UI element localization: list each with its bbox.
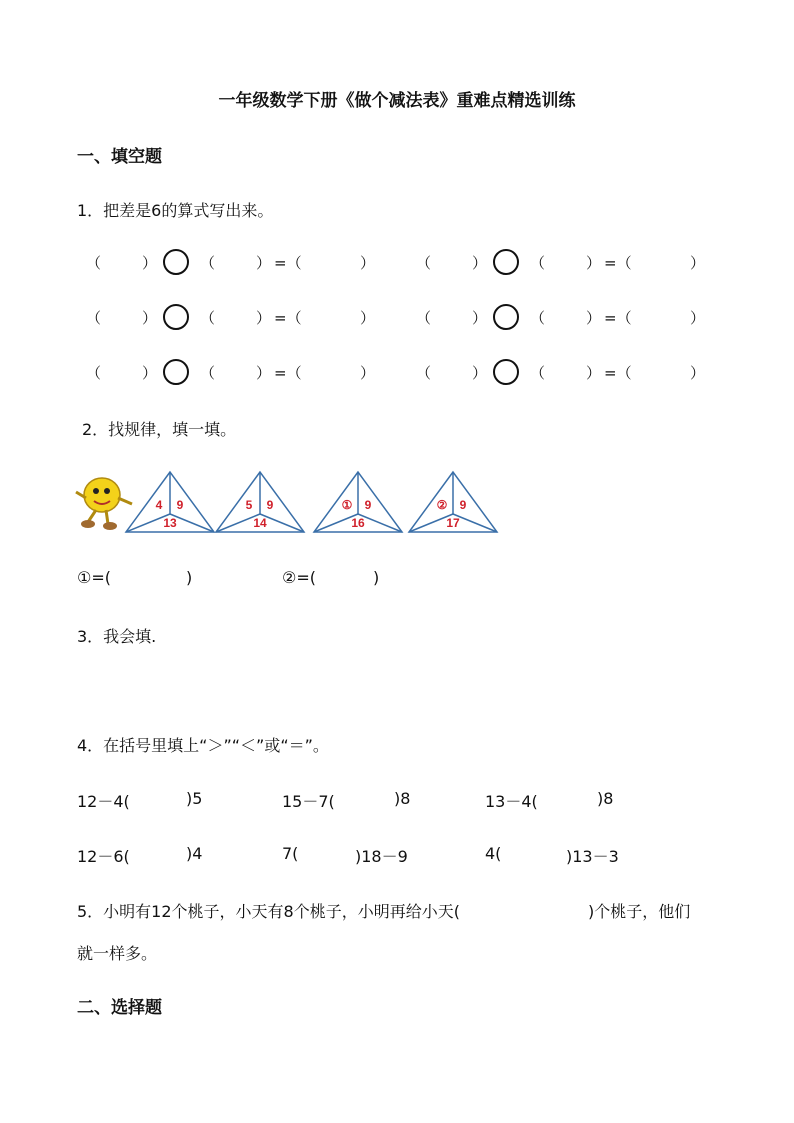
operator-circle <box>493 249 519 275</box>
compare-item: )13－3 <box>566 847 619 866</box>
blank-paren: （ <box>200 364 216 382</box>
blank-paren: （ <box>416 364 432 382</box>
triangle-left-number: ② <box>436 498 448 512</box>
blank-paren: =（ <box>604 309 632 327</box>
answer-1-open: ①=( <box>77 568 111 587</box>
compare-item: )4 <box>186 844 203 863</box>
question-3-text: 3．我会填. <box>77 627 157 646</box>
blank-paren: ） <box>142 364 158 382</box>
operator-circle <box>163 249 189 275</box>
question-1-text: 1．把差是6的算式写出来。 <box>77 201 274 220</box>
number-triangle <box>409 472 497 532</box>
triangle-right-number: 9 <box>364 498 372 512</box>
blank-paren: （ <box>86 254 102 272</box>
triangle-bottom-number: 16 <box>351 516 365 530</box>
blank-paren: =（ <box>274 254 302 272</box>
triangle-right-number: 9 <box>266 498 274 512</box>
pattern-triangles-figure <box>74 470 504 534</box>
answer-2-open: ②=( <box>282 568 316 587</box>
triangle-left-number: 4 <box>155 498 163 512</box>
triangle-left-number: ① <box>341 498 353 512</box>
mascot-icon <box>76 478 132 530</box>
blank-paren: =（ <box>604 254 632 272</box>
compare-item: 15－7( <box>282 792 335 811</box>
question-4-text: 4．在括号里填上“＞”“＜”或“＝”。 <box>77 736 329 755</box>
answer-1-close: ) <box>186 568 193 587</box>
blank-paren: ） <box>142 309 158 327</box>
triangle-right-number: 9 <box>459 498 467 512</box>
compare-item: 7( <box>282 844 299 863</box>
operator-circle <box>493 304 519 330</box>
blank-paren: ） <box>690 254 706 272</box>
blank-paren: ） <box>360 254 376 272</box>
blank-paren: ） <box>690 309 706 327</box>
question-5-line-1-end: )个桃子，他们 <box>588 902 691 921</box>
blank-paren: ） <box>586 309 602 327</box>
blank-paren: （ <box>200 309 216 327</box>
blank-paren: ） <box>256 309 272 327</box>
blank-paren: （ <box>530 364 546 382</box>
compare-item: 4( <box>485 844 502 863</box>
compare-item: )8 <box>394 789 411 808</box>
number-triangle <box>216 472 304 532</box>
compare-item: )8 <box>597 789 614 808</box>
blank-paren: （ <box>200 254 216 272</box>
triangle-bottom-number: 13 <box>163 516 177 530</box>
triangle-bottom-number: 17 <box>446 516 460 530</box>
operator-circle <box>163 359 189 385</box>
number-triangle <box>314 472 402 532</box>
triangle-right-number: 9 <box>176 498 184 512</box>
triangle-bottom-number: 14 <box>253 516 267 530</box>
blank-paren: （ <box>416 309 432 327</box>
operator-circle <box>493 359 519 385</box>
number-triangle <box>126 472 214 532</box>
blank-paren: ） <box>256 364 272 382</box>
blank-paren: ） <box>142 254 158 272</box>
answer-2-close: ) <box>373 568 380 587</box>
blank-paren: （ <box>416 254 432 272</box>
blank-paren: =（ <box>604 364 632 382</box>
blank-paren: ） <box>472 254 488 272</box>
section-heading-multiple-choice: 二、选择题 <box>77 998 162 1018</box>
blank-paren: ） <box>586 364 602 382</box>
blank-paren: ） <box>586 254 602 272</box>
section-heading-fill-blank: 一、填空题 <box>77 147 162 167</box>
blank-paren: ） <box>690 364 706 382</box>
operator-circle <box>163 304 189 330</box>
compare-item: )5 <box>186 789 203 808</box>
blank-paren: （ <box>530 254 546 272</box>
compare-item: 12－4( <box>77 792 130 811</box>
page-title: 一年级数学下册《做个减法表》重难点精选训练 <box>218 91 576 111</box>
blank-paren: ） <box>472 309 488 327</box>
question-2-text: 2．找规律，填一填。 <box>82 420 237 439</box>
question-5-line-2: 就一样多。 <box>77 944 158 963</box>
blank-paren: （ <box>86 309 102 327</box>
compare-item: )18－9 <box>355 847 408 866</box>
compare-item: 12－6( <box>77 847 130 866</box>
blank-paren: （ <box>86 364 102 382</box>
question-5-line-1: 5．小明有12个桃子，小天有8个桃子，小明再给小天( <box>77 902 460 921</box>
compare-item: 13－4( <box>485 792 538 811</box>
blank-paren: ） <box>472 364 488 382</box>
blank-paren: ） <box>256 254 272 272</box>
blank-paren: ） <box>360 309 376 327</box>
blank-paren: =（ <box>274 364 302 382</box>
blank-paren: （ <box>530 309 546 327</box>
blank-paren: ） <box>360 364 376 382</box>
blank-paren: =（ <box>274 309 302 327</box>
triangle-left-number: 5 <box>245 498 253 512</box>
